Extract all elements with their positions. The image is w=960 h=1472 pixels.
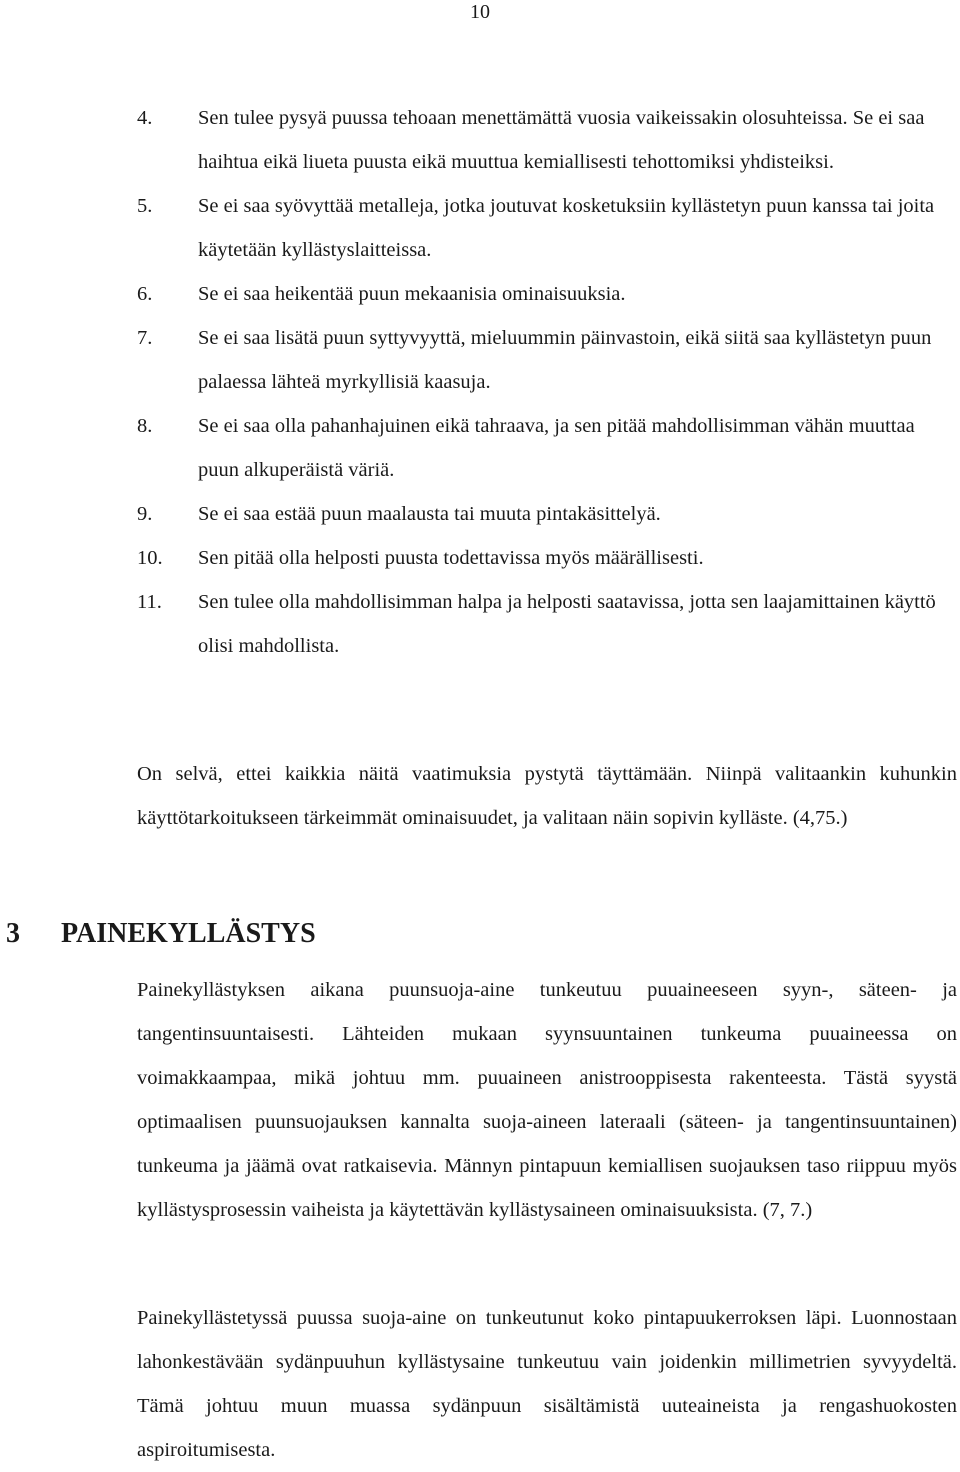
list-item-number: 6.	[137, 283, 153, 305]
list-item-number: 9.	[137, 503, 153, 525]
section-paragraph-1: Painekyllästyksen aikana puunsuoja-aine tunkeutuu puuaineeseen syyn-, säteen- ja tangentinsuuntaisesti. Lähteiden mukaan syynsuuntainen tunkeuma puuaineessa on voimakkaampaa, mikä johtuu mm. puuaineen anistrooppisesta rakenteesta. Tästä syystä optimaalisen puunsuojauksen kannalta suoja-aineen lateraali (säteen- ja tangentinsuuntainen) tunkeuma ja jäämä ovat ratkaisevia. Männyn pintapuun kemiallisen suojauksen taso riippuu myös kyllästysprosessin vaiheista ja käytettävän kyllästysaineen ominaisuuksista. (7, 7.)	[137, 979, 957, 1221]
list-item	[137, 580, 937, 668]
section-paragraph-2: Painekyllästetyssä puussa suoja-aine on tunkeutunut koko pintapuukerroksen läpi. Luonnostaan lahonkestävään sydänpuuhun kyllästysaine tunkeutuu vain joidenkin millimetrien syvyydeltä. Tämä johtuu muun muassa sydänpuun sisältämistä uuteaineista ja rengashuokosten aspiroitumisesta.	[137, 1307, 957, 1461]
section-number: 3	[6, 918, 20, 949]
list-item	[137, 96, 937, 184]
intro-paragraph: On selvä, ettei kaikkia näitä vaatimuksia pystytä täyttämään. Niinpä valitaankin kuhunkin käyttötarkoitukseen tärkeimmät ominaisuudet, ja valitaan näin sopivin kylläste. (4,75.)	[137, 763, 957, 829]
list-item-text: Sen pitää olla helposti puusta todettavissa myös määrällisesti.	[198, 547, 704, 569]
list-item-number: 10.	[137, 547, 163, 569]
section-title: PAINEKYLLÄSTYS	[61, 918, 316, 949]
list-item	[137, 184, 937, 272]
list-item	[137, 316, 937, 404]
requirements-list	[137, 96, 937, 668]
list-item-number: 7.	[137, 327, 153, 349]
list-item-text: Se ei saa heikentää puun mekaanisia ominaisuuksia.	[198, 283, 626, 305]
list-item	[137, 272, 937, 316]
page-number: 10	[470, 1, 490, 23]
list-item-number: 11.	[137, 591, 162, 613]
list-item-text: Se ei saa lisätä puun syttyvyyttä, mieluummin päinvastoin, eikä siitä saa kyllästetyn puun palaessa lähteä myrkyllisiä kaasuja.	[198, 327, 932, 393]
list-item-text: Se ei saa estää puun maalausta tai muuta pintakäsittelyä.	[198, 503, 661, 525]
list-item	[137, 536, 937, 580]
section-heading	[6, 912, 316, 956]
list-item-number: 5.	[137, 195, 153, 217]
list-item	[137, 404, 937, 492]
list-item-text: Sen tulee pysyä puussa tehoaan menettämättä vuosia vaikeissakin olosuhteissa. Se ei saa haihtua eikä liueta puusta eikä muuttua kemiallisesti tehottomiksi yhdisteiksi.	[198, 107, 925, 173]
list-item-text: Se ei saa syövyttää metalleja, jotka joutuvat kosketuksiin kyllästetyn puun kanssa tai joita käytetään kyllästyslaitteissa.	[198, 195, 935, 261]
list-item-text: Se ei saa olla pahanhajuinen eikä tahraava, ja sen pitää mahdollisimman vähän muuttaa puun alkuperäistä väriä.	[198, 415, 915, 481]
list-item-text: Sen tulee olla mahdollisimman halpa ja helposti saatavissa, jotta sen laajamittainen käyttö olisi mahdollista.	[198, 591, 936, 657]
list-item-number: 8.	[137, 415, 153, 437]
list-item-number: 4.	[137, 107, 153, 129]
list-item	[137, 492, 937, 536]
